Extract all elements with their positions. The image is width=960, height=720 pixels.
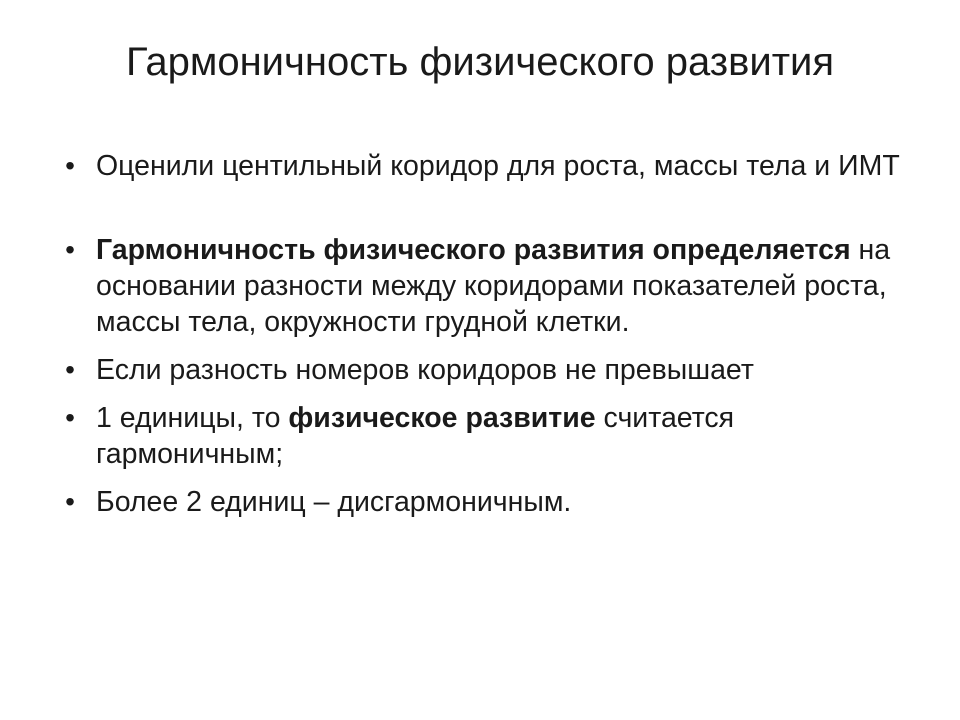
bullet-bold-lead: Гармоничность физического развития определяется xyxy=(96,234,851,266)
bullet-item xyxy=(60,232,920,340)
bullet-item xyxy=(60,352,920,388)
bullet-dot-icon: • xyxy=(65,354,75,385)
bullet-list xyxy=(60,148,920,532)
bullet-dot-icon: • xyxy=(65,486,75,517)
slide-title: Гармоничность физического развития xyxy=(125,40,835,84)
bullet-item xyxy=(60,148,920,184)
bullet-text: на основании разности между коридорами показателей роста, массы тела, окружности грудной клетки. xyxy=(96,234,891,338)
bullet-dot-icon: • xyxy=(65,234,75,265)
bullet-bold-mid: физическое развитие xyxy=(288,402,596,434)
bullet-dot-icon: • xyxy=(65,150,75,181)
bullet-lead: 1 единицы, то xyxy=(96,402,289,434)
bullet-text: Оценили центильный коридор для роста, массы тела и ИМТ xyxy=(96,150,900,182)
bullet-item xyxy=(60,400,920,472)
bullet-dot-icon: • xyxy=(65,402,75,433)
bullet-item xyxy=(60,484,920,520)
bullet-text: Если разность номеров коридоров не превышает xyxy=(96,354,754,386)
bullet-text: Более 2 единиц – дисгармоничным. xyxy=(96,486,572,518)
bullet-tail: считается гармоничным; xyxy=(96,402,735,470)
